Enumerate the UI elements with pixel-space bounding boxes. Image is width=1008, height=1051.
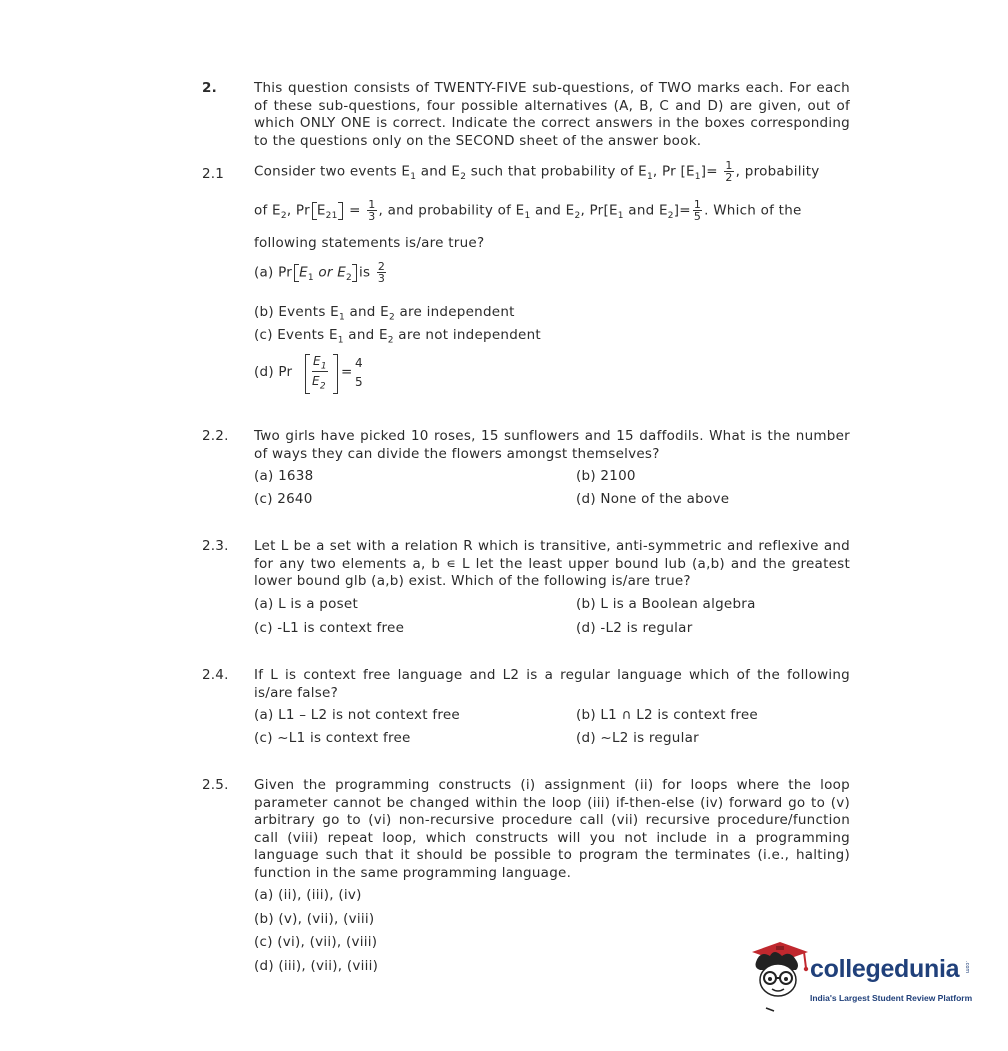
question-2-4-text: If L is context free language and L2 is a regular language which of the following is/are false?: [254, 667, 850, 701]
option-b: (b) (v), (vii), (viii): [254, 911, 375, 927]
question-2-2-text: Two girls have picked 10 roses, 15 sunflowers and 15 daffodils. What is the number of ways they can divide the flowers amongst themselves?: [254, 428, 850, 462]
mascot-icon: [748, 936, 810, 1018]
option-a: (a) L is a poset: [254, 596, 359, 612]
option-d: (d) ~L2 is regular: [576, 730, 699, 746]
logo-wordmark: collegedunia: [810, 955, 960, 983]
fraction: $\frac{1}{2}$: [725, 159, 733, 184]
option-c: (c) Events $E_1$ and $E_2$ are not independent: [254, 327, 541, 346]
question-number: 2.4.: [202, 667, 229, 683]
option-c: (c) -L1 is context free: [254, 620, 405, 636]
option-a: (a) Pr $E_1$ or $E_2$ is $\frac{2}{3}$: [254, 260, 386, 285]
option-a: (a) 1638: [254, 468, 314, 484]
option-b: (b) L is a Boolean algebra: [576, 596, 756, 612]
option-d: (d) -L2 is regular: [576, 620, 693, 636]
question-number: 2.2.: [202, 428, 229, 444]
question-2-3-text: Let L be a set with a relation R which is transitive, anti-symmetric and reflexive and for any two elements a, b ∊ L let the least upper bound lub (a,b) and the greatest lower bound glb (a,b) exist. Which of the following is/are true?: [254, 538, 850, 590]
option-b: (b) L1 ∩ L2 is context free: [576, 707, 758, 723]
option-c: (c) (vi), (vii), (viii): [254, 934, 378, 950]
question-number: 2.5.: [202, 777, 229, 793]
fraction: $\frac{2}{3}$: [377, 260, 386, 285]
question-2-1-line-1: Consider two events $E_1$ and $E_2$ such that probability of $E_1$, Pr $[E_1]=$ $\frac{1}{2}$ , probability: [254, 159, 820, 184]
question-2-1-line-2: of $E_2$, Pr $E_{21}$ = $\frac{1}{3}$ , and probability of $E_1$ and $E_2$, $Pr[E_1$ and $E_2]=$ $\frac{1}{5}$ . Which of the: [254, 198, 802, 223]
option-b: (b) Events $E_1$ and $E_2$ are independent: [254, 304, 515, 323]
question-number: 2.1: [202, 166, 225, 182]
question-2-1-line-3: following statements is/are true?: [254, 235, 485, 251]
option-c: (c) 2640: [254, 491, 313, 507]
option-b: (b) 2100: [576, 468, 636, 484]
exam-page: 2. This question consists of TWENTY-FIVE sub-questions, of TWO marks each. For each of these sub-questions, four possible alternatives (A, B, C and D) are given, out of which ONLY ONE is correct. Indicate the correct answers in the boxes corresponding to the questions only on the SECOND sheet of the answer book. 2.1 Consider two events $E_1$ and $E_2$ such that probability of $E_1$, Pr $[E_1]=$ $\frac{1}{2}$ , probability of $E_2$, Pr $E_{21}$ = $\frac{1}{3}$ , and probability of $E_1$ and $E_2$, $Pr[E_1$ and $E_2]=$ $\frac{1}{5}$ . Which of the following statements is/are true? (a) Pr $E_1$ or $E_2$ is $\frac{2}{3}$ (b) Events $E_1$ and $E_2$ are independent (c) Events $E_1$ and $E_2$ are not independent (d) Pr $E_1$ $E_2$ = 4 5 2.2. Two girls have picked 10 roses, 15 sunflowers and 15 daffodils. What is the number of ways they can divide the flowers amongst themselves? (a) 1638 (b) 2100 (c) 2640 (d) None of the above 2.3. Let L be a set with a relation R which is transitive, anti-symmetric and reflexive and for any two elements a, b ∊ L let the least upper bound lub (a,b) and the greatest lower bound glb (a,b) exist. Which of the following is/are true? (a) L is a poset (b) L is a Boolean algebra (c) -L1 is context free (d) -L2 is regular 2.4. If L is context free language and L2 is a regular language which of the following is/are false? (a) L1 – L2 is not context free (b) L1 ∩ L2 is context free (c) ~L1 is context free (d) ~L2 is regular 2.5. Given the programming constructs (i) assignment (ii) for loops where the loop parameter cannot be changed within the loop (iii) if-then-else (iv) forward go to (v) arbitrary go to (vi) non-recursive procedure call (vii) recursive procedure/function call (viii) repeat loop, which constructs will you not include in a programming language such that it should be possible to program the terminates (i.e., halting) function in the same programming language. (a) (ii), (iii), (iv) (b) (v), (vii), (viii) (c) (vi), (vii), (viii) (d) (iii), (vii), (viii) collegedunia .com India's Largest Student Review Platform: [0, 0, 1008, 1051]
collegedunia-logo[interactable]: [748, 936, 974, 1018]
question-number: 2.: [202, 80, 217, 96]
option-d: (d) None of the above: [576, 491, 730, 507]
option-c: (c) ~L1 is context free: [254, 730, 411, 746]
question-number: 2.3.: [202, 538, 229, 554]
option-a: (a) (ii), (iii), (iv): [254, 887, 362, 903]
option-a: (a) L1 – L2 is not context free: [254, 707, 460, 723]
fraction: $\frac{1}{5}$: [693, 198, 702, 223]
fraction: $\frac{1}{3}$: [368, 198, 376, 223]
question-instructions: This question consists of TWENTY-FIVE sub-questions, of TWO marks each. For each of these sub-questions, four possible alternatives (A, B, C and D) are given, out of which ONLY ONE is correct. Indicate the correct answers in the boxes corresponding to the questions only on the SECOND sheet of the answer book.: [254, 80, 850, 149]
question-2-5-text: Given the programming constructs (i) assignment (ii) for loops where the loop parameter cannot be changed within the loop (iii) if-then-else (iv) forward go to (v) arbitrary go to (vi) non-recursive procedure call (vii) recursive procedure/function call (viii) repeat loop, which constructs will you not include in a programming language such that it should be possible to program the terminates (i.e., halting) function in the same programming language.: [254, 777, 850, 881]
logo-com: .com: [964, 961, 970, 974]
logo-tagline: India's Largest Student Review Platform: [810, 993, 973, 1003]
option-d: (d) (iii), (vii), (viii): [254, 958, 379, 974]
